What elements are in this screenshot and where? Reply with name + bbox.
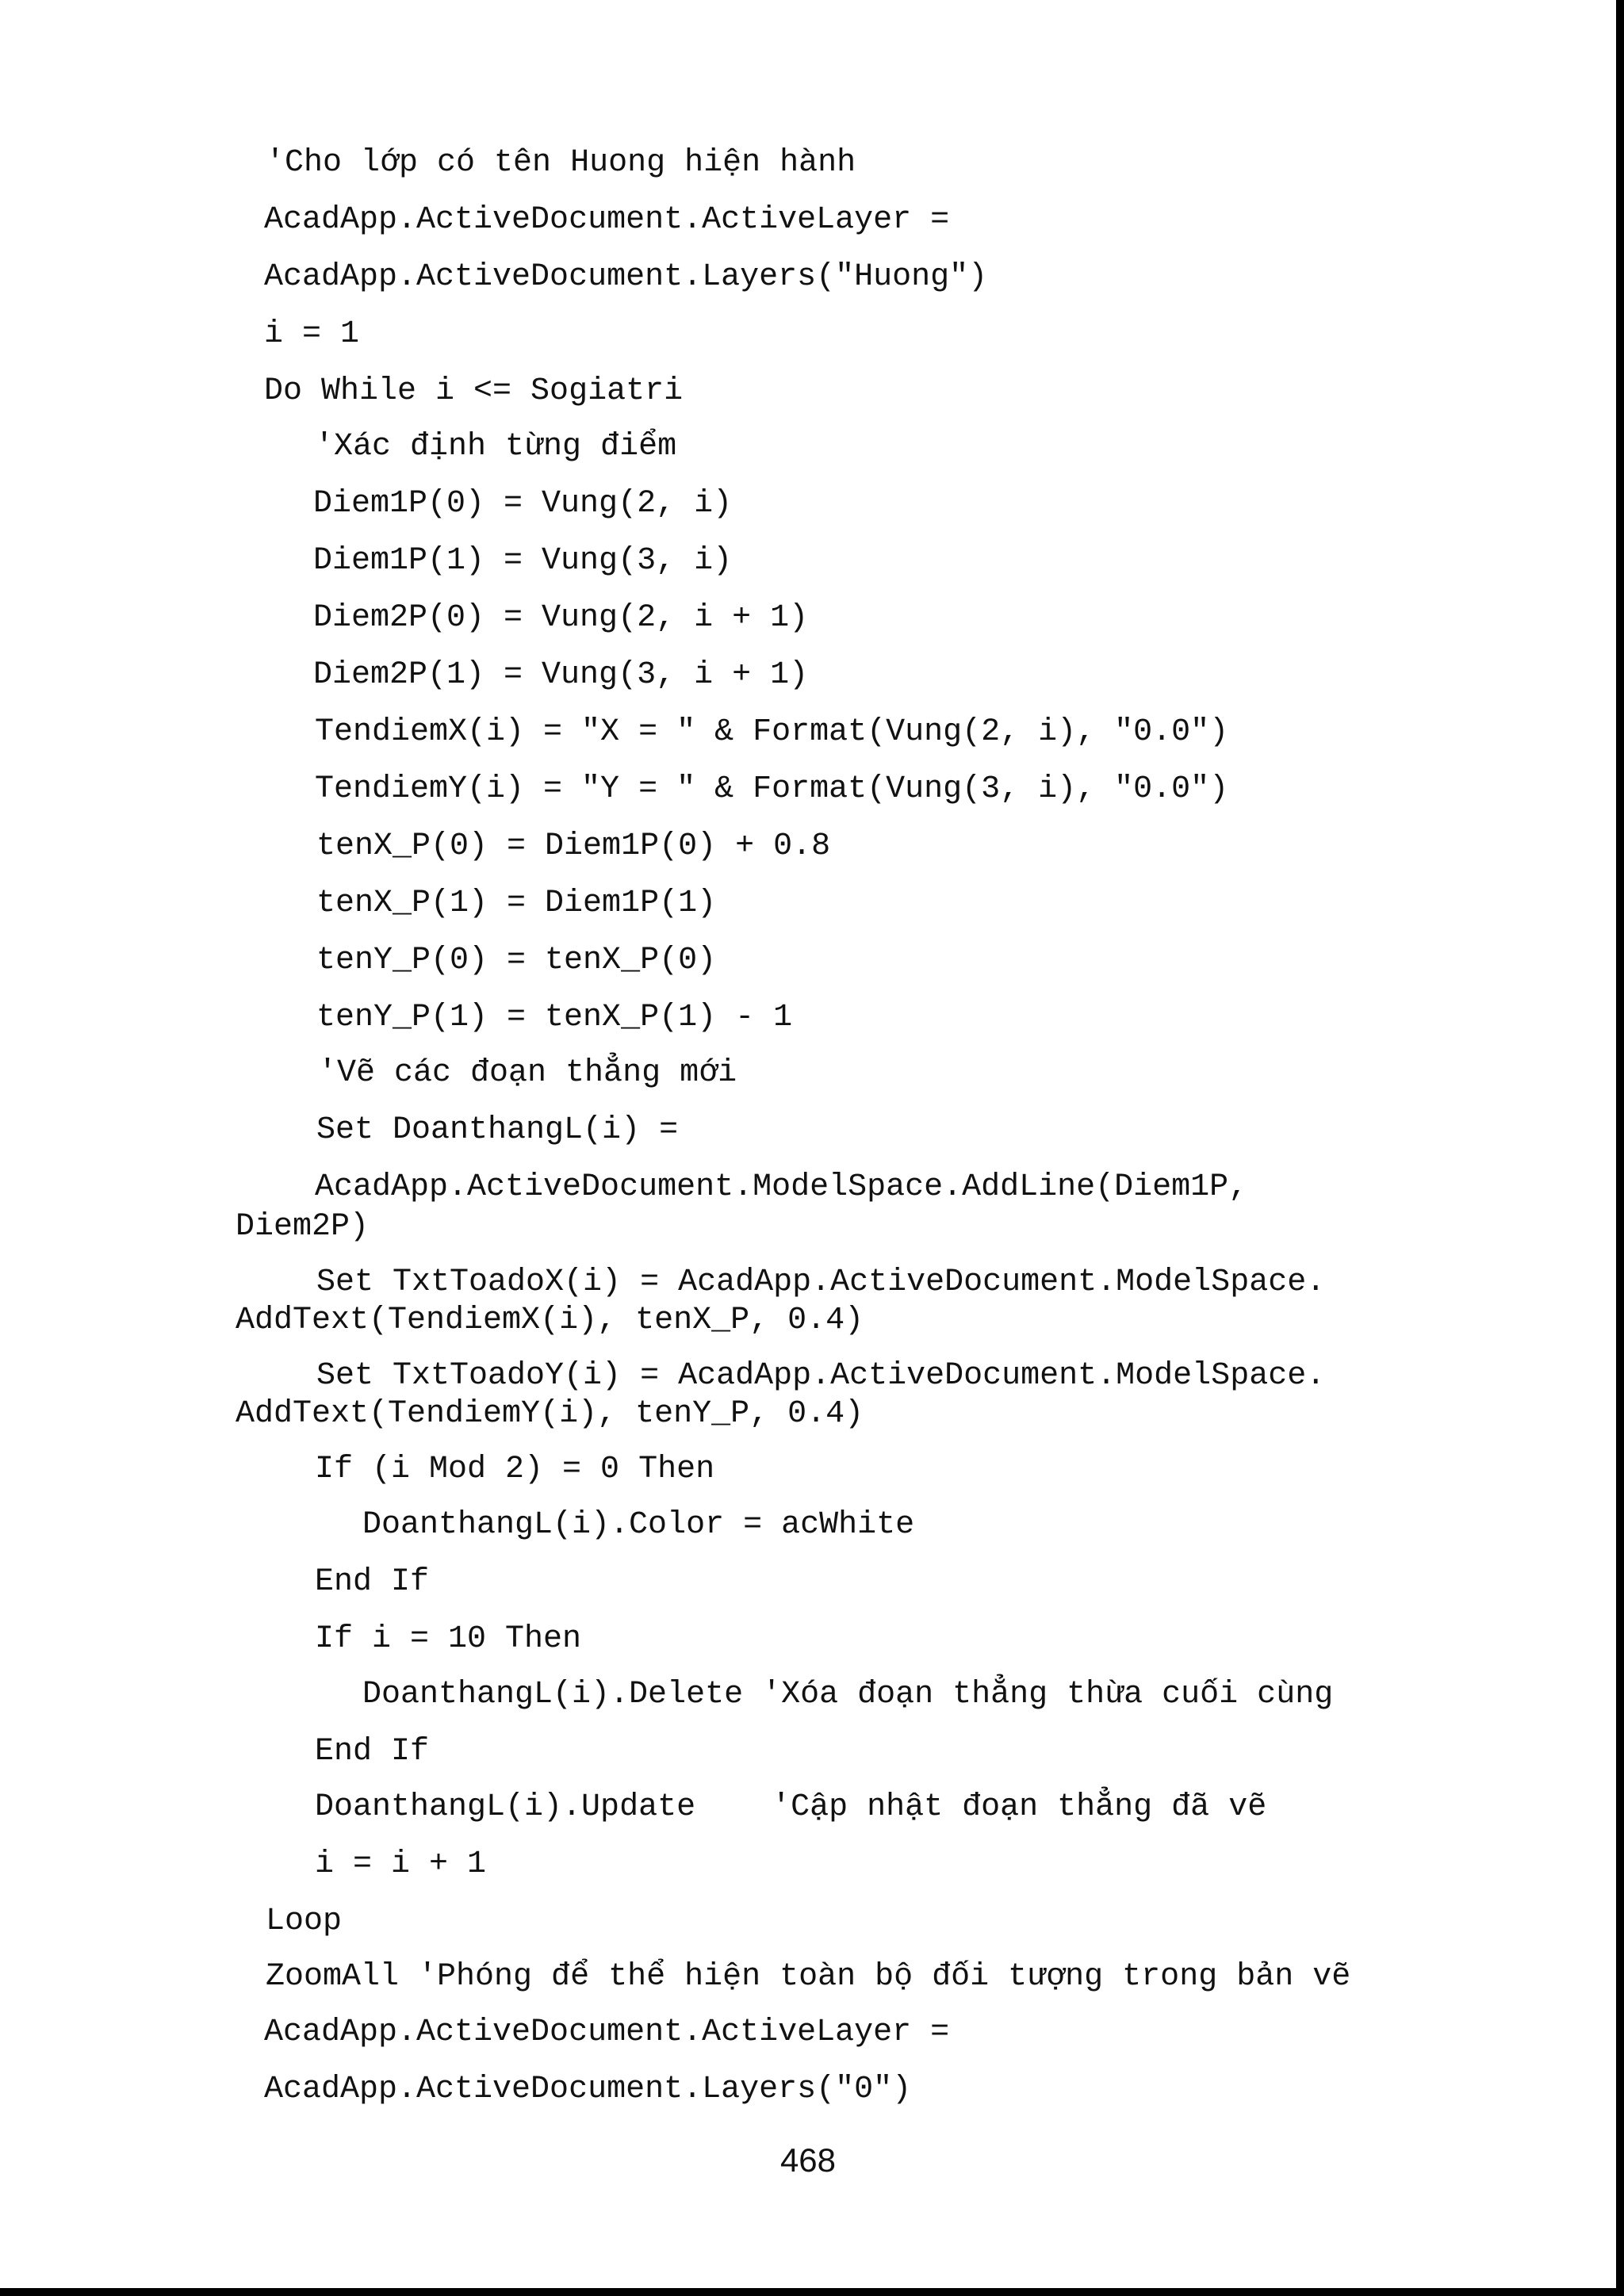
code-line: AcadApp.ActiveDocument.ModelSpace.AddLine(Diem1P, xyxy=(315,1169,1248,1205)
code-line: End If xyxy=(315,1734,430,1770)
code-line: TendiemX(i) = "X = " & Format(Vung(2, i), "0.0") xyxy=(315,714,1229,750)
code-line: AcadApp.ActiveDocument.Layers("Huong") xyxy=(264,259,988,295)
code-line: TendiemY(i) = "Y = " & Format(Vung(3, i), "0.0") xyxy=(315,771,1229,807)
code-line: DoanthangL(i).Delete 'Xóa đoạn thẳng thừa cuối cùng xyxy=(362,1677,1334,1712)
code-line: End If xyxy=(315,1564,430,1600)
code-line: ZoomAll 'Phóng để thể hiện toàn bộ đối tượng trong bản vẽ xyxy=(266,1959,1351,1995)
code-line: Diem2P(0) = Vung(2, i + 1) xyxy=(313,600,809,636)
code-line: Diem2P) xyxy=(236,1209,370,1245)
code-line: If i = 10 Then xyxy=(315,1621,582,1657)
code-line: tenX_P(0) = Diem1P(0) + 0.8 xyxy=(316,828,831,864)
code-line: 'Cho lớp có tên Huong hiện hành xyxy=(266,145,856,181)
code-line: AddText(TendiemY(i), tenY_P, 0.4) xyxy=(236,1396,864,1432)
code-line: Set DoanthangL(i) = xyxy=(316,1112,679,1148)
code-line: tenY_P(1) = tenX_P(1) - 1 xyxy=(316,1000,793,1035)
code-line: Diem1P(1) = Vung(3, i) xyxy=(313,543,733,579)
code-line: Diem2P(1) = Vung(3, i + 1) xyxy=(313,657,809,693)
code-line: 'Vẽ các đoạn thẳng mới xyxy=(318,1055,737,1091)
code-line: AcadApp.ActiveDocument.ActiveLayer = xyxy=(264,2015,950,2050)
code-line: AddText(TendiemX(i), tenX_P, 0.4) xyxy=(236,1303,864,1338)
page-number: 468 xyxy=(779,2141,837,2179)
code-line: Do While i <= Sogiatri xyxy=(264,373,684,409)
code-line: DoanthangL(i).Update 'Cập nhật đoạn thẳng đã vẽ xyxy=(315,1789,1267,1825)
code-line: Set TxtToadoY(i) = AcadApp.ActiveDocument.ModelSpace. xyxy=(316,1358,1326,1394)
code-line: i = i + 1 xyxy=(315,1846,487,1882)
code-line: If (i Mod 2) = 0 Then xyxy=(315,1452,715,1487)
code-line: 'Xác định từng điểm xyxy=(315,429,677,465)
code-line: i = 1 xyxy=(264,316,360,352)
code-line: Loop xyxy=(266,1904,343,1939)
code-line: Diem1P(0) = Vung(2, i) xyxy=(313,486,733,522)
code-line: AcadApp.ActiveDocument.Layers("0") xyxy=(264,2072,912,2107)
code-line: DoanthangL(i).Color = acWhite xyxy=(362,1507,915,1543)
code-line: tenX_P(1) = Diem1P(1) xyxy=(316,886,717,921)
code-line: Set TxtToadoX(i) = AcadApp.ActiveDocument.ModelSpace. xyxy=(316,1265,1326,1300)
code-line: AcadApp.ActiveDocument.ActiveLayer = xyxy=(264,202,950,238)
code-line: tenY_P(0) = tenX_P(0) xyxy=(316,943,717,978)
